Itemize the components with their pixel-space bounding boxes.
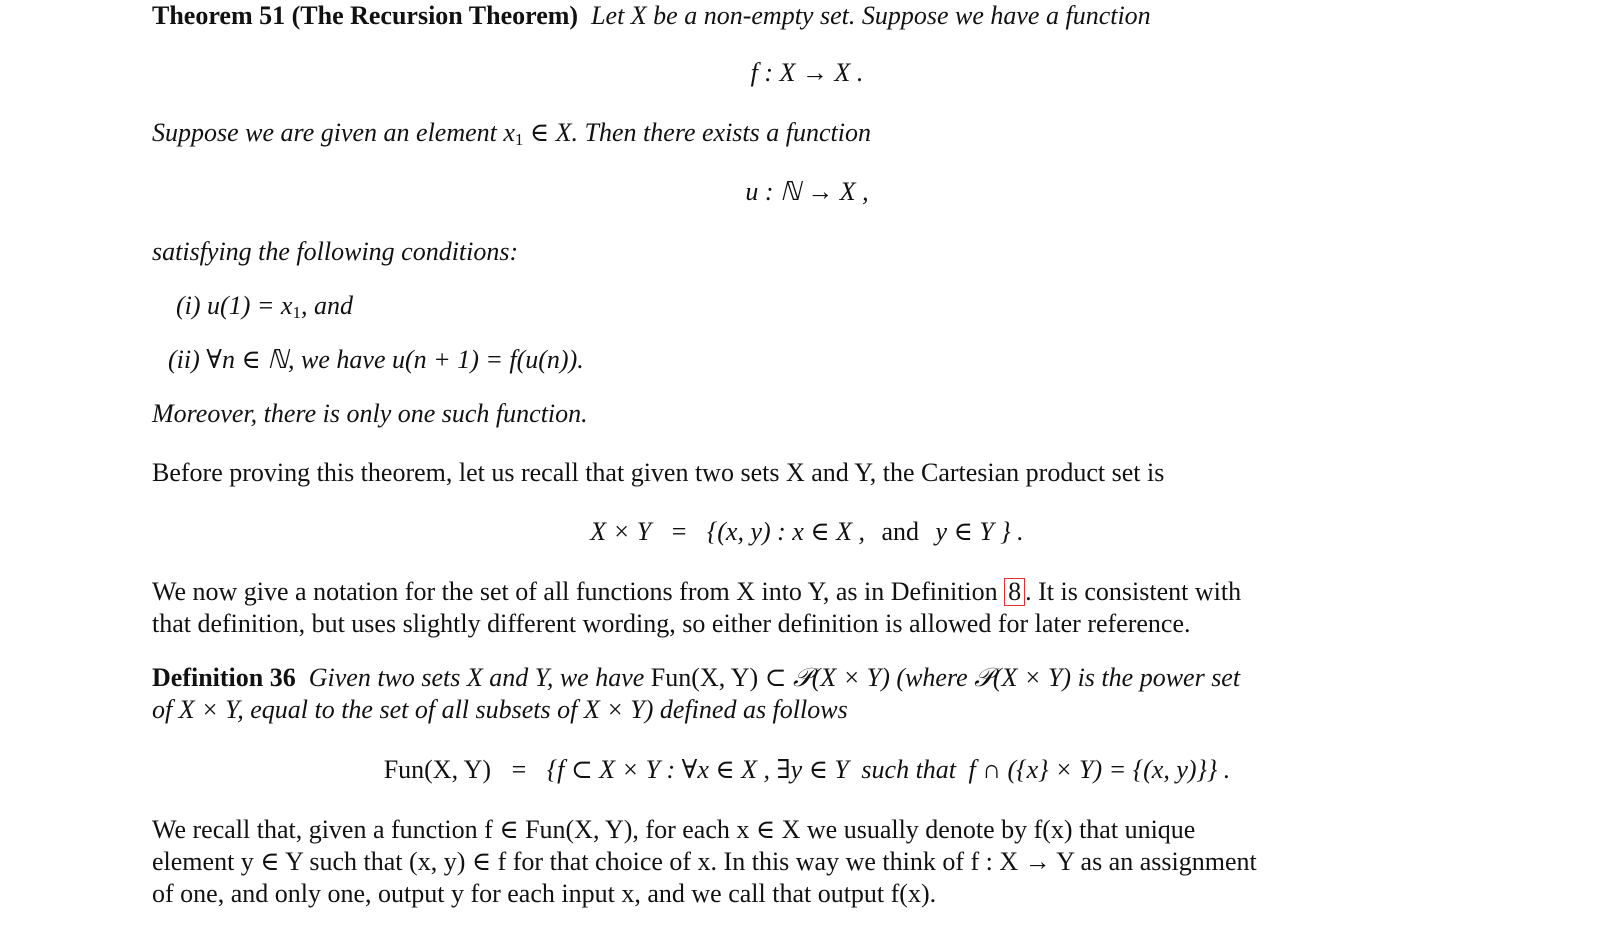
condition-1: (i) $u(1) = x_1$, and <box>176 291 353 322</box>
definition-line-2: of X × Y, equal to the set of all subsets of X × Y) defined as follows <box>152 695 848 724</box>
paragraph-cartesian: Before proving this theorem, let us recall that given two sets X and Y, the Cartesian product set is <box>152 458 1165 487</box>
theorem-equation-1: f : X → X . <box>750 58 864 87</box>
theorem-equation-2: u : ℕ → X , <box>745 177 869 206</box>
theorem-statement: Let X be a non-empty set. Suppose we have a function <box>591 1 1151 30</box>
condition-2: (ii) ∀n ∈ ℕ, we have u(n + 1) = f(u(n)). <box>168 345 584 374</box>
fun-equation: Fun(X, Y) = {f ⊂ X × Y : ∀x ∈ X , ∃y ∈ Y such that f ∩ ({x} × Y) = {(x, y)}} . <box>383 755 1231 784</box>
theorem-line-4: Moreover, there is only one such function. <box>152 399 588 428</box>
theorem-line-1 <box>152 0 1151 32</box>
paragraph-recall-line-3: of one, and only one, output y for each input x, and we call that output f(x). <box>152 879 937 908</box>
definition-reference-link[interactable]: 8 <box>1004 578 1025 606</box>
paragraph-recall-line-1: We recall that, given a function f ∈ Fun(X, Y), for each x ∈ X we usually denote by f(x) that unique <box>152 815 1196 844</box>
theorem-line-3: satisfying the following conditions: <box>152 237 519 266</box>
theorem-line-2: Suppose we are given an element $x_1$ ∈ X. Then there exists a function <box>152 118 871 149</box>
paragraph-notation-line-1: We now give a notation for the set of all functions from X into Y, as in Definition 8 . It is consistent with <box>152 577 1242 606</box>
cartesian-equation: X × Y = {(x, y) : x ∈ X , and y ∈ Y } . <box>590 517 1024 546</box>
definition-line-1: Definition 36 Given two sets X and Y, we have Fun(X, Y) ⊂ 𝒫(X × Y) (where 𝒫(X × Y) is the power set <box>152 663 1241 692</box>
definition-label: Definition 36 <box>152 663 296 692</box>
theorem-label: Theorem 51 (The Recursion Theorem) <box>152 1 579 30</box>
document-page <box>152 0 1462 940</box>
paragraph-recall-line-2: element y ∈ Y such that (x, y) ∈ f for that choice of x. In this way we think of f : X → Y as an assignment <box>152 847 1257 876</box>
paragraph-notation-line-2: that definition, but uses slightly different wording, so either definition is allowed for later reference. <box>152 609 1191 638</box>
